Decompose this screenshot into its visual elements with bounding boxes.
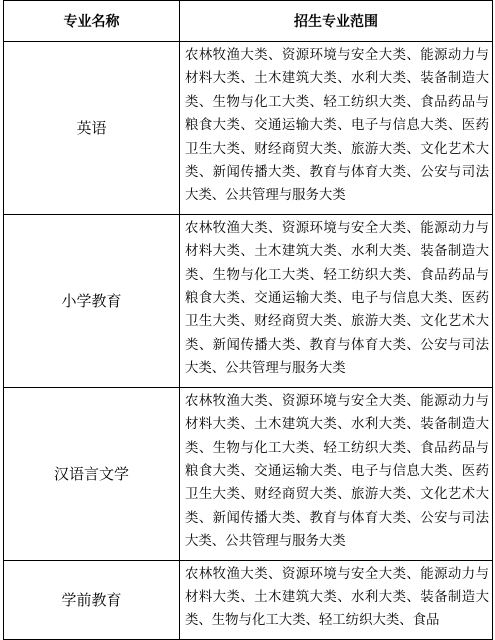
major-name-cell: 学前教育 — [4, 560, 180, 639]
header-major-name: 专业名称 — [4, 1, 180, 42]
table-row — [4, 214, 493, 387]
table-row — [4, 560, 493, 639]
major-name-cell: 英语 — [4, 42, 180, 215]
enrollment-scope-cell: 农林牧渔大类、资源环境与安全大类、能源动力与材料大类、土木建筑大类、水利大类、装备制造大类、生物与化工大类、轻工纺织大类、食品 — [180, 560, 493, 639]
table-row — [4, 42, 493, 215]
major-name-cell: 汉语言文学 — [4, 387, 180, 560]
table-header-row — [4, 1, 493, 42]
enrollment-scope-cell: 农林牧渔大类、资源环境与安全大类、能源动力与材料大类、土木建筑大类、水利大类、装备制造大类、生物与化工大类、轻工纺织大类、食品药品与粮食大类、交通运输大类、电子与信息大类、医药卫生大类、财经商贸大类、旅游大类、文化艺术大类、新闻传播大类、教育与体育大类、公安与司法大类、公共管理与服务大类 — [180, 387, 493, 560]
major-name-cell: 小学教育 — [4, 214, 180, 387]
enrollment-table — [3, 0, 493, 640]
table-row — [4, 387, 493, 560]
header-enrollment-scope: 招生专业范围 — [180, 1, 493, 42]
enrollment-scope-cell: 农林牧渔大类、资源环境与安全大类、能源动力与材料大类、土木建筑大类、水利大类、装备制造大类、生物与化工大类、轻工纺织大类、食品药品与粮食大类、交通运输大类、电子与信息大类、医药卫生大类、财经商贸大类、旅游大类、文化艺术大类、新闻传播大类、教育与体育大类、公安与司法大类、公共管理与服务大类 — [180, 214, 493, 387]
enrollment-scope-cell: 农林牧渔大类、资源环境与安全大类、能源动力与材料大类、土木建筑大类、水利大类、装备制造大类、生物与化工大类、轻工纺织大类、食品药品与粮食大类、交通运输大类、电子与信息大类、医药卫生大类、财经商贸大类、旅游大类、文化艺术大类、新闻传播大类、教育与体育大类、公安与司法大类、公共管理与服务大类 — [180, 42, 493, 215]
